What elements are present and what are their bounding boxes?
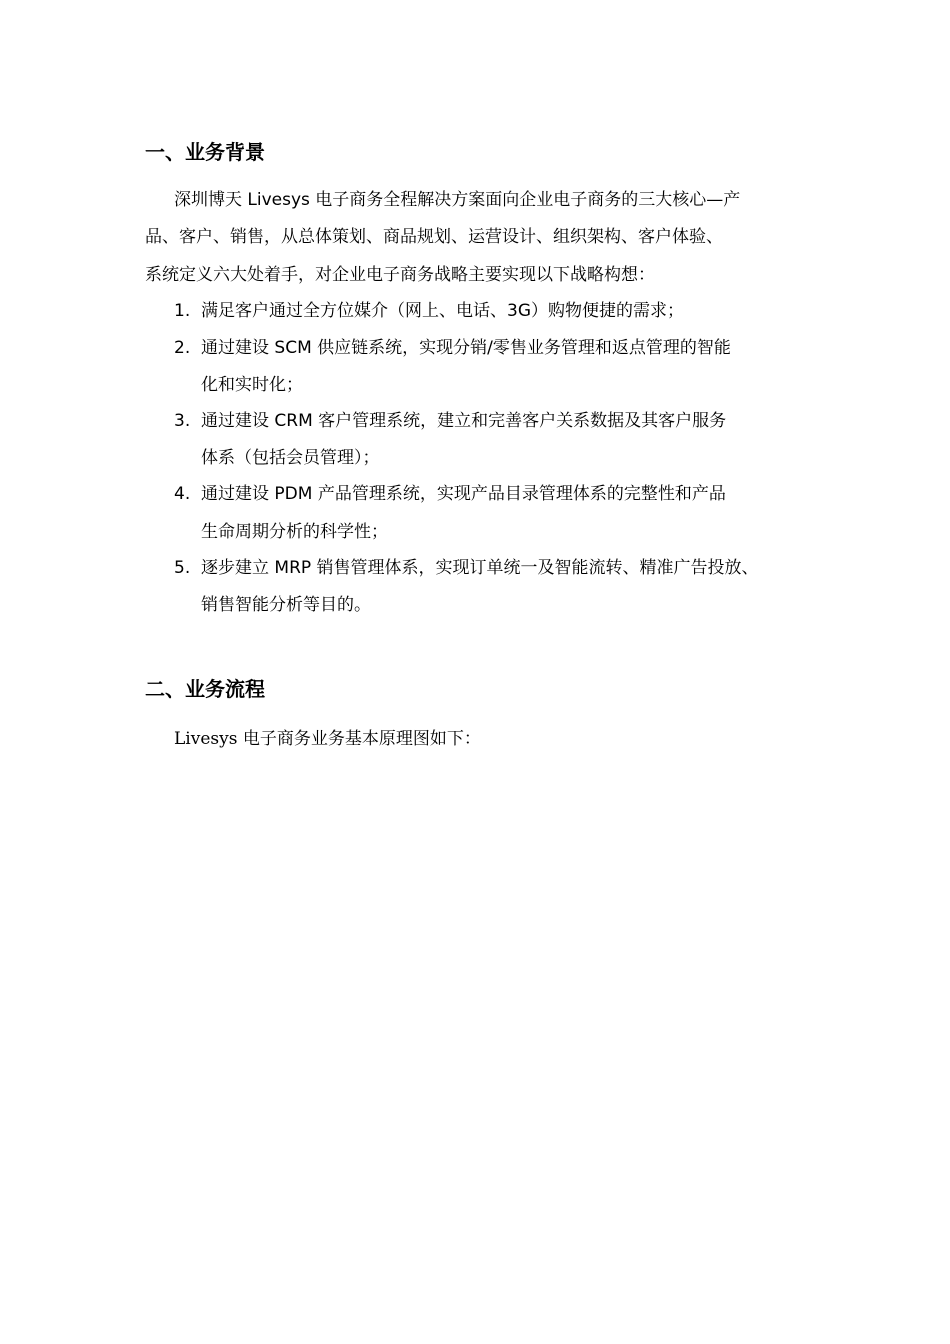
list-item-text: 通过建设 PDM 产品管理系统，实现产品目录管理体系的完整性和产品	[201, 484, 726, 504]
list-item-number: 3.	[174, 411, 191, 431]
section-heading-process: 二、业务流程	[145, 677, 265, 701]
list-item-text-continued: 生命周期分析的科学性；	[201, 522, 388, 542]
list-item-text-continued: 化和实时化；	[201, 375, 303, 395]
section-heading-background: 一、业务背景	[145, 140, 265, 164]
list-item-text-continued: 销售智能分析等目的。	[201, 595, 371, 615]
list-item-text: 满足客户通过全方位媒介（网上、电话、3G）购物便捷的需求；	[201, 301, 684, 321]
list-item-number: 5.	[174, 558, 191, 578]
list-item-text-continued: 体系（包括会员管理）；	[201, 448, 380, 468]
intro-line-1: 深圳博天 Livesys 电子商务全程解决方案面向企业电子商务的三大核心—产	[174, 190, 741, 210]
list-item-number: 2.	[174, 338, 191, 358]
list-item-number: 4.	[174, 484, 191, 504]
list-item-text: 通过建设 CRM 客户管理系统，建立和完善客户关系数据及其客户服务	[201, 411, 727, 431]
list-item-text: 通过建设 SCM 供应链系统，实现分销/零售业务管理和返点管理的智能	[201, 338, 731, 358]
intro-line-3: 系统定义六大处着手，对企业电子商务战略主要实现以下战略构想：	[145, 265, 655, 285]
intro-line-2: 品、客户、销售，从总体策划、商品规划、运营设计、组织架构、客户体验、	[145, 227, 723, 247]
list-item-number: 1.	[174, 301, 191, 321]
process-intro: Livesys 电子商务业务基本原理图如下：	[174, 729, 481, 749]
list-item-text: 逐步建立 MRP 销售管理体系，实现订单统一及智能流转、精准广告投放、	[201, 558, 759, 578]
